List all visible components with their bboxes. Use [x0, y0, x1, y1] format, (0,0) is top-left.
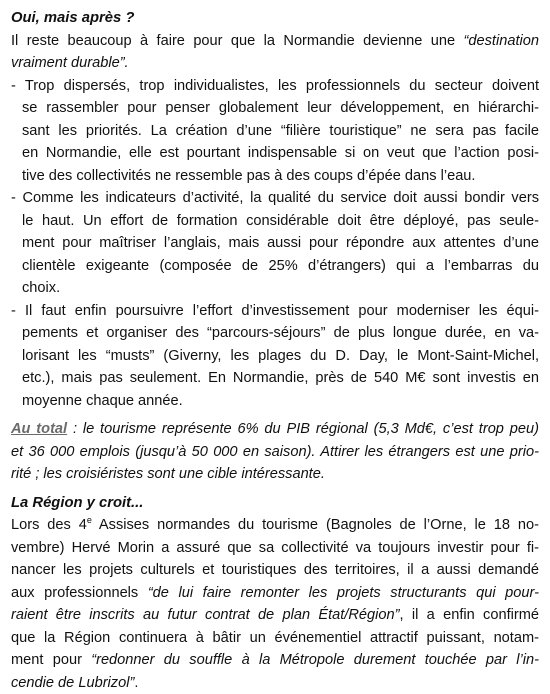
intro-quote-start: “destination: [464, 33, 539, 49]
region-quote: raient être inscrits au futur contrat de plan État/Région”: [11, 607, 400, 623]
bullet-1-line: se rassembler pour penser globalement leur développement, en hiérarchi-: [11, 97, 539, 120]
region-paragraph-line: vembre) Hervé Morin a assuré que sa collectivité va toujours investir pour fi-: [11, 537, 539, 560]
ordinal-superscript: e: [87, 515, 92, 525]
bullet-2-line: - Comme les indicateurs d’activité, la qualité du service doit aussi bondir vers: [11, 187, 539, 210]
region-text: ment pour: [11, 652, 91, 668]
region-quote: cendie de Lubrizol”: [11, 675, 134, 691]
bullet-3-line: moyenne chaque année.: [11, 390, 539, 413]
region-paragraph-line: que la Région continuera à bâtir un événementiel attractif puissant, notam-: [11, 627, 539, 650]
region-text: , il a enfin confirmé: [400, 607, 540, 623]
total-label: Au total: [11, 421, 67, 437]
bullet-1-line: sant les priorités. La création d’une “filière touristique” ne sera pas facile: [11, 120, 539, 143]
region-text: Assises normandes du tourisme (Bagnoles de l’Orne, le 18 no-: [92, 517, 539, 533]
section-heading-la-region-y-croit: La Région y croit...: [11, 492, 539, 515]
region-text: aux professionnels: [11, 585, 148, 601]
bullet-1-line: - Trop dispersés, trop individualistes, les professionnels du secteur doivent: [11, 75, 539, 98]
bullet-3-line: pements et organiser des “parcours-séjours” de plus longue durée, en va-: [11, 322, 539, 345]
region-paragraph-line: [11, 672, 539, 694]
region-paragraph-line: nancer les projets culturels et touristiques des territoires, il a aussi demandé: [11, 559, 539, 582]
total-line: [11, 418, 539, 441]
region-quote: “redonner du souffle à la Métropole durement touchée par l’in-: [91, 652, 539, 668]
section-heading-oui-mais-apres: Oui, mais après ?: [11, 7, 539, 30]
bullet-2-line: choix.: [11, 277, 539, 300]
region-paragraph-line: [11, 514, 539, 537]
bullet-3-line: etc.), mais pas seulement. En Normandie, près de 540 M€ sont investis en: [11, 367, 539, 390]
bullet-1-line: tive des collectivités ne ressemble pas à des coups d’épée dans l’eau.: [11, 165, 539, 188]
region-text: Lors des 4: [11, 517, 87, 533]
bullet-2-line: clientèle exigeante (composée de 25% d’étrangers) qui a l’embarras du: [11, 255, 539, 278]
bullet-3-line: - Il faut enfin poursuivre l’effort d’investissement pour moderniser les équi-: [11, 300, 539, 323]
bullet-1-line: en Normandie, elle est pourtant indispensable si on veut que l’action posi-: [11, 142, 539, 165]
total-text: : le tourisme représente 6% du PIB régional (5,3 Md€, c’est trop peu): [67, 421, 539, 437]
region-quote: “de lui faire remonter les projets structurants qui pour-: [148, 585, 539, 601]
intro-quote-end: vraiment durable”.: [11, 52, 539, 75]
region-paragraph-line: [11, 582, 539, 605]
region-paragraph-line: [11, 649, 539, 672]
total-line: et 36 000 emplois (jusqu’à 50 000 en saison). Attirer les étrangers est une prio-: [11, 441, 539, 464]
bullet-3-line: lorisant les “musts” (Giverny, les plages du D. Day, le Mont-Saint-Michel,: [11, 345, 539, 368]
bullet-2-line: le haut. Un effort de formation considérable doit être déployé, pas seule-: [11, 210, 539, 233]
region-paragraph-line: [11, 604, 539, 627]
total-line: rité ; les croisiéristes sont une cible intéressante.: [11, 463, 539, 486]
bullet-2-line: ment pour maîtriser l’anglais, mais aussi pour répondre aux attentes d’une: [11, 232, 539, 255]
region-text: .: [134, 675, 138, 691]
intro-line: [11, 30, 539, 53]
intro-text: Il reste beaucoup à faire pour que la Normandie devienne une: [11, 33, 464, 49]
